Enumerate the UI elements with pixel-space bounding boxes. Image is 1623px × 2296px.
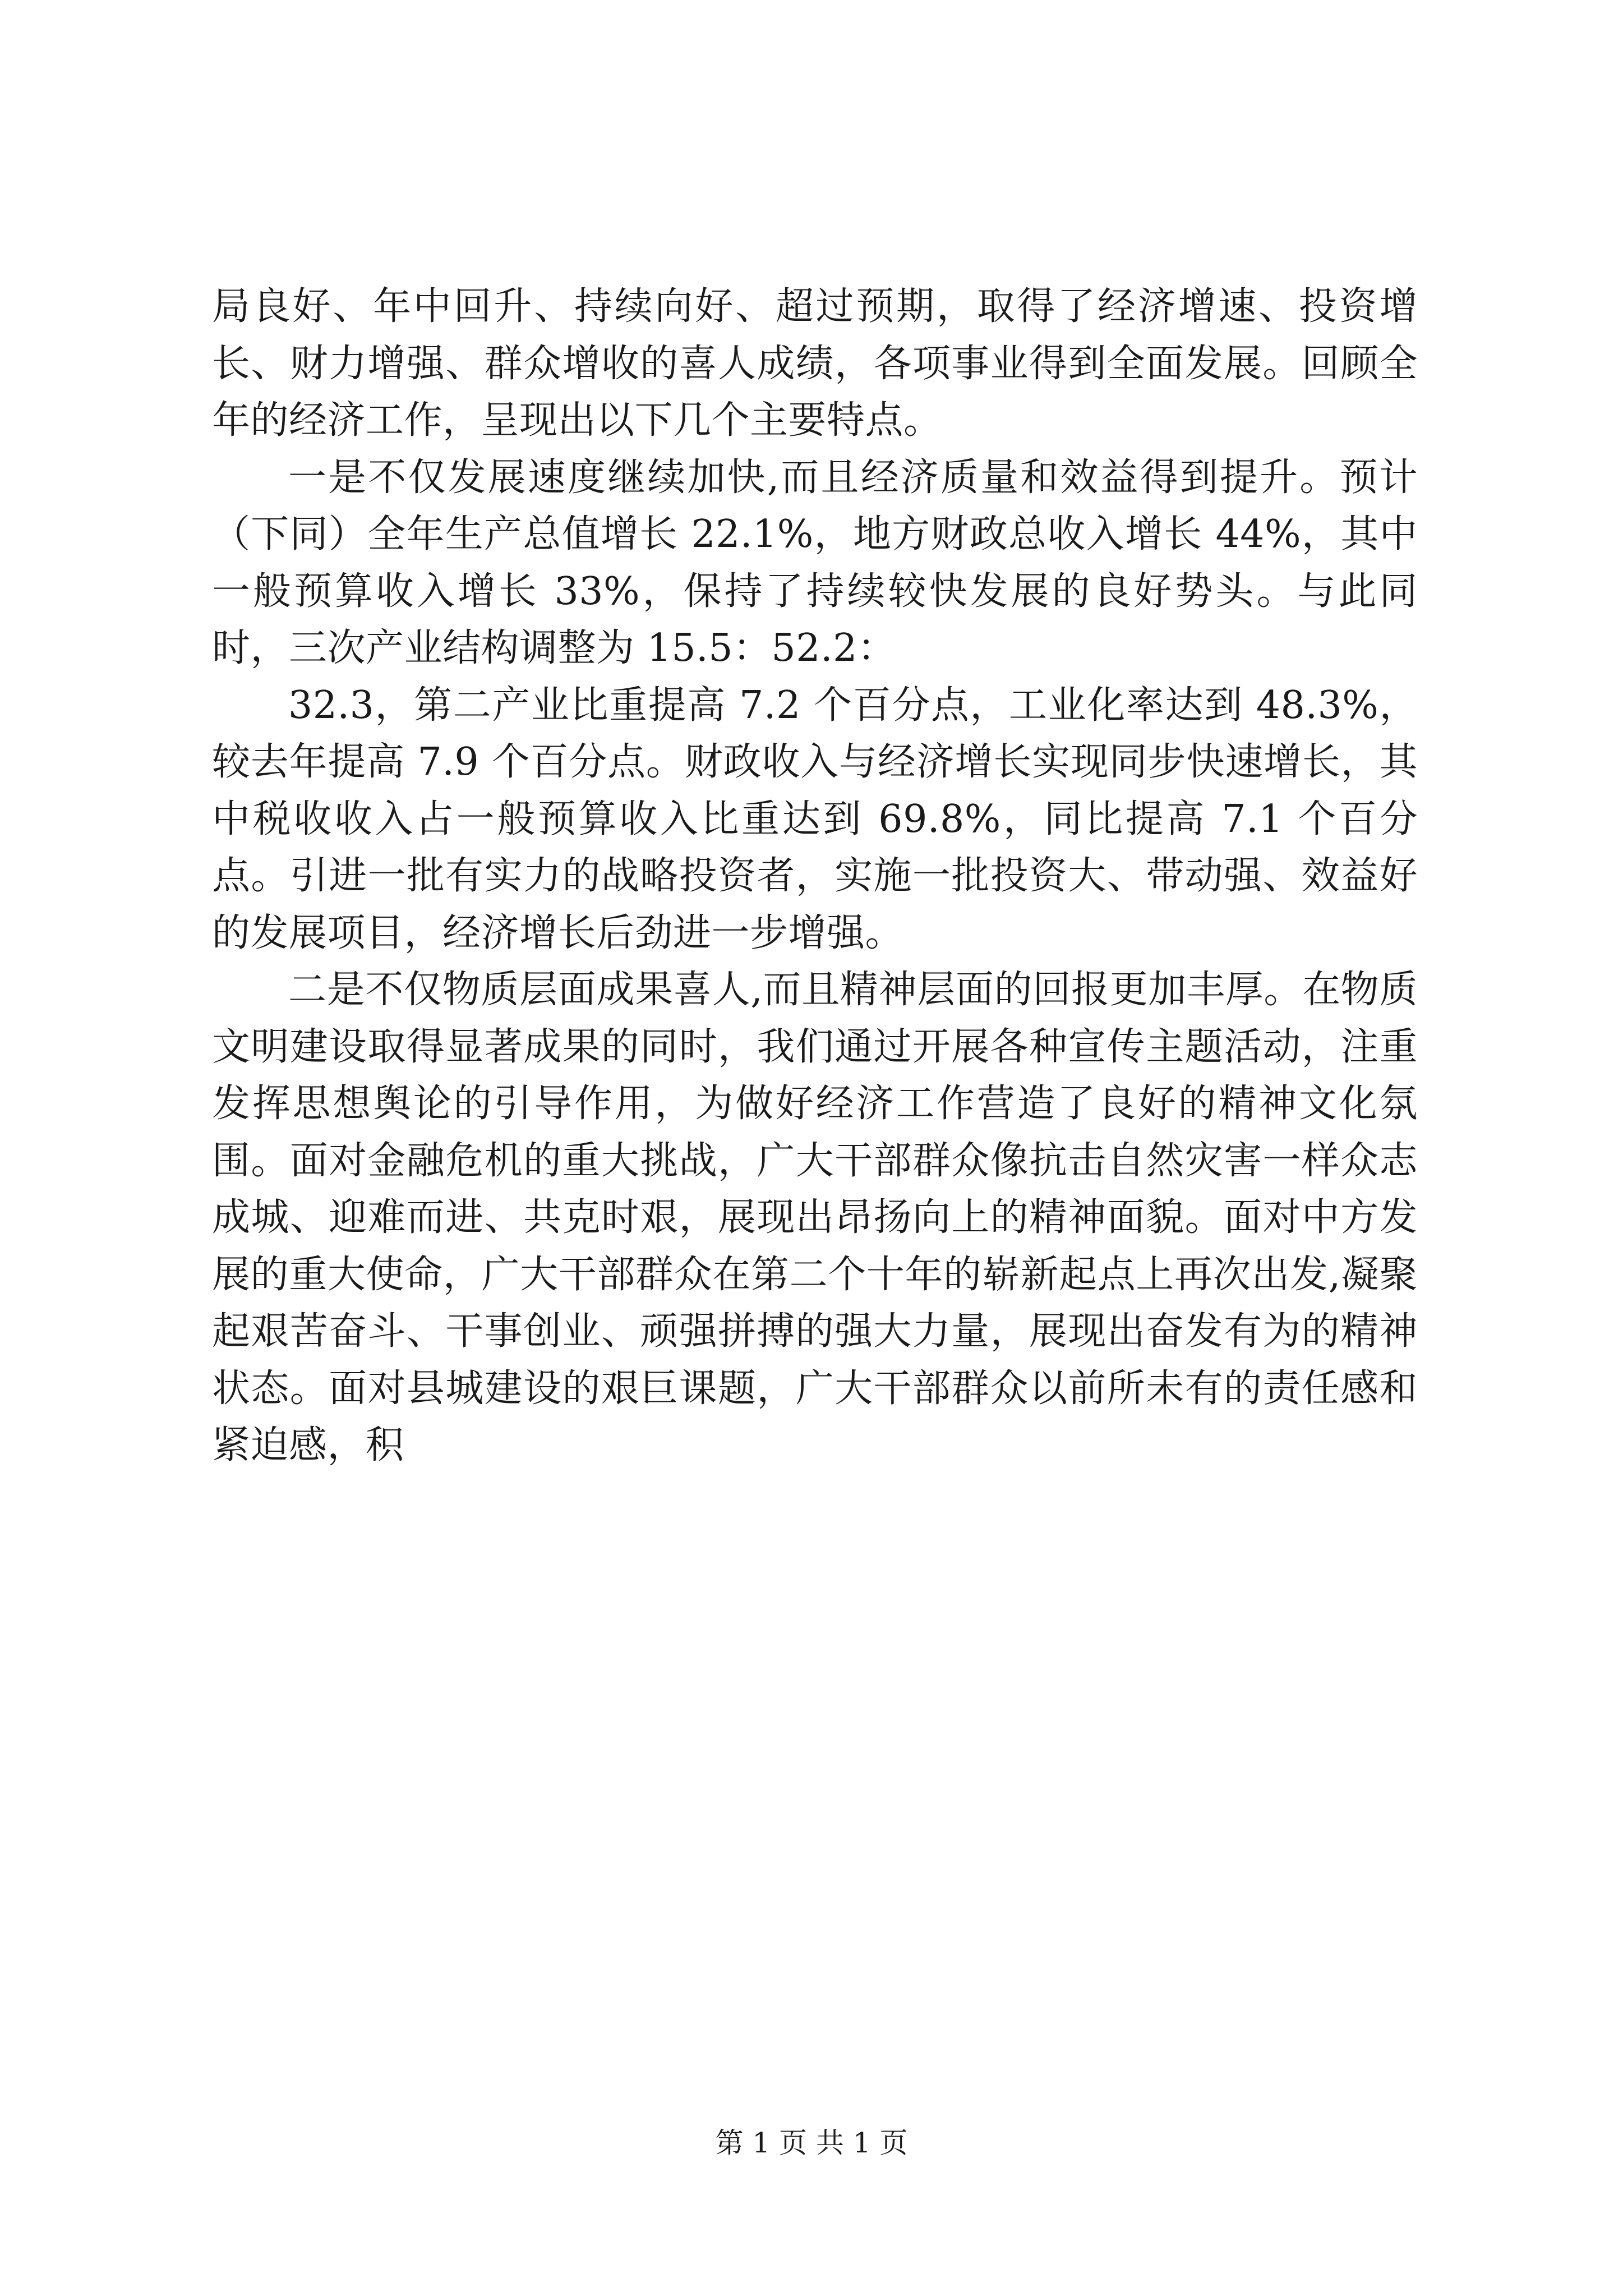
page-number-footer: 第 1 页 共 1 页	[715, 2127, 908, 2159]
paragraph-4: 二是不仅物质层面成果喜人,而且精神层面的回报更加丰厚。在物质文明建设取得显著成果的同时，我们通过开展各种宣传主题活动，注重发挥思想舆论的引导作用，为做好经济工作营造了良好的精神文化氛围。面对金融危机的重大挑战，广大干部群众像抗击自然灾害一样众志成城、迎难而进、共克时艰，展现出昂扬向上的精神面貌。面对中方发展的重大使命，广大干部群众在第二个十年的崭新起点上再次出发,凝聚起艰苦奋斗、干事创业、顽强拼搏的强大力量，展现出奋发有为的精神状态。面对县城建设的艰巨课题，广大干部群众以前所未有的责任感和紧迫感，积	[212, 968, 1418, 1467]
document-body	[212, 278, 1418, 1474]
paragraph-1: 局良好、年中回升、持续向好、超过预期，取得了经济增速、投资增长、财力增强、群众增收的喜人成绩，各项事业得到全面发展。回顾全年的经济工作，呈现出以下几个主要特点。	[212, 284, 1418, 443]
paragraph-3: 32.3，第二产业比重提高 7.2 个百分点，工业化率达到 48.3%，较去年提高 7.9 个百分点。财政收入与经济增长实现同步快速增长，其中税收收入占一般预算收入比重达到 69.8%，同比提高 7.1 个百分点。引进一批有实力的战略投资者，实施一批投资大、带动强、效益好的发展项目，经济增长后劲进一步增强。	[212, 683, 1418, 955]
paragraph-2: 一是不仅发展速度继续加快,而且经济质量和效益得到提升。预计（下同）全年生产总值增长 22.1%，地方财政总收入增长 44%，其中一般预算收入增长 33%，保持了持续较快发展的良好势头。与此同时，三次产业结构调整为 15.5：52.2：	[212, 455, 1418, 670]
